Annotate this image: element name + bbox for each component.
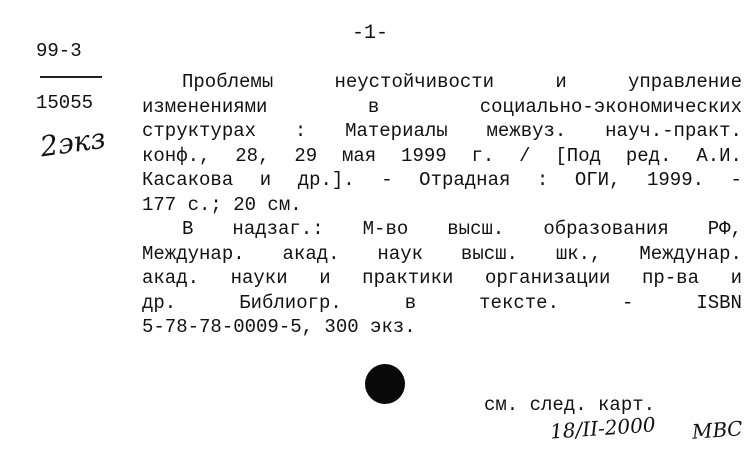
entry-word: тексте. [479,291,559,314]
entry-line [142,217,742,242]
entry-word: Проблемы [182,71,274,93]
entry-word: - [621,291,634,314]
entry-word: акад. [142,267,200,289]
entry-word: высш. [447,218,505,240]
entry-word: науч.-практ. [605,120,742,142]
entry-word: 1999 [401,144,447,167]
entry-word: Отрадная [419,169,511,191]
entry-word: практики [362,267,454,289]
divider-rule [40,76,102,78]
punch-hole [365,364,405,404]
entry-word: структурах [142,120,257,142]
entry-word: Касакова [142,169,234,191]
handwritten-initials: 2экз [38,121,108,164]
entry-word: др. [142,291,177,314]
handwritten-date: 18/II-2000 [549,412,657,444]
entry-word: / [519,144,531,167]
entry-word: изменениями [142,95,268,118]
entry-word: управление [627,71,742,93]
entry-word: Междунар. [142,242,245,265]
entry-word: [Под [555,144,602,167]
entry-line [142,291,742,316]
entry-word: 28, [235,144,270,167]
entry-word: социально-экономических [479,95,742,118]
entry-word: ред. [625,144,672,167]
entry-line [142,315,742,340]
entry-line [142,266,742,291]
entry-line [142,168,742,193]
entry-word: : [294,120,307,142]
entry-word: г. [471,144,495,167]
record-number: 15055 [36,92,94,114]
entry-word: и [319,267,331,289]
entry-word: Материалы [345,120,448,142]
entry-word: конф., [142,144,211,167]
entry-word: науки [230,267,288,289]
entry-word: Библиогр. [239,291,342,314]
entry-line [142,144,742,169]
entry-word: межвуз. [486,120,567,142]
entry-word: Междунар. [639,242,742,265]
entry-word: А.И. [696,144,742,167]
entry-line [142,119,742,144]
entry-word: др.]. [297,169,355,191]
entry-word: в [367,95,380,118]
entry-word: - [381,169,393,191]
entry-word: высш. [460,242,518,265]
entry-word: - [730,169,742,191]
handwritten-signature: МВС [691,416,744,444]
entry-word: : [536,169,549,191]
entry-word: и [730,267,742,289]
entry-word: надзаг.: [232,218,324,240]
entry-word: В [182,218,194,240]
entry-word: организации [484,267,611,289]
entry-word: 1999. [647,169,705,191]
entry-word: акад. [282,242,340,265]
entry-word: шк., [555,242,602,265]
classification-code: 99-3 [36,40,82,62]
entry-line [142,95,742,120]
entry-word: 5-78-78-0009-5, 300 экз. [142,316,416,338]
bibliographic-entry [142,70,742,340]
continuation-note: см. след. карт. [484,394,656,416]
entry-word: М-во [362,218,409,240]
entry-word: РФ, [707,218,742,240]
entry-word: пр-ва [641,267,699,289]
entry-word: и [259,169,272,191]
entry-line [142,70,742,95]
page-number: -1- [352,22,389,45]
entry-word: в [404,291,417,314]
entry-word: мая [341,144,377,167]
entry-word: ISBN [696,291,742,314]
entry-word: неустойчивости [334,71,495,93]
entry-word: наук [377,242,424,265]
entry-word: 29 [294,144,318,167]
entry-line [142,193,742,218]
entry-word: ОГИ, [574,169,621,191]
entry-word: и [555,71,567,93]
entry-word: образования [543,218,669,240]
entry-line [142,242,742,267]
entry-word: 177 с.; 20 см. [142,193,302,216]
